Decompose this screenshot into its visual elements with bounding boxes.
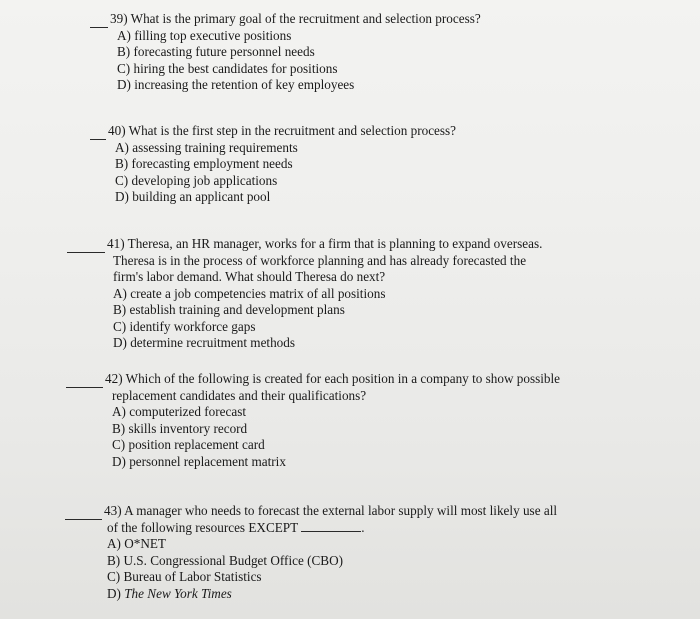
question-39 xyxy=(90,11,481,94)
option-b: B) forecasting future personnel needs xyxy=(117,44,315,59)
question-stem: 43) A manager who needs to forecast the external labor supply will most likely use all xyxy=(104,503,558,518)
option-b: B) U.S. Congressional Budget Office (CBO) xyxy=(107,552,344,568)
answer-blank[interactable] xyxy=(66,375,103,388)
question-43 xyxy=(65,503,557,602)
option-d: D) building an applicant pool xyxy=(115,189,271,204)
option-d: D) increasing the retention of key employees xyxy=(117,77,355,92)
option-b: B) forecasting employment needs xyxy=(115,156,293,171)
option-b: B) skills inventory record xyxy=(112,420,248,436)
option-a: A) create a job competencies matrix of all positions xyxy=(113,285,386,301)
option-a: A) assessing training requirements xyxy=(115,139,298,155)
question-stem-continued: firm's labor demand. What should Theresa do next? xyxy=(113,269,386,284)
option-c: C) position replacement card xyxy=(112,437,265,452)
option-a: A) filling top executive positions xyxy=(117,27,292,43)
question-stem: 40) What is the first step in the recruitment and selection process? xyxy=(108,123,457,138)
option-d xyxy=(107,586,557,603)
question-stem: 41) Theresa, an HR manager, works for a firm that is planning to expand overseas. xyxy=(107,236,543,251)
fill-in-blank xyxy=(301,520,361,532)
option-d: D) personnel replacement matrix xyxy=(112,453,286,469)
question-stem-continued: replacement candidates and their qualifications? xyxy=(112,387,367,403)
option-a: A) computerized forecast xyxy=(112,404,247,419)
option-a: A) O*NET xyxy=(107,536,166,551)
option-letter: D) xyxy=(107,585,121,601)
question-42 xyxy=(66,371,560,470)
question-40 xyxy=(90,123,456,206)
stem-text: of the following resources EXCEPT xyxy=(107,519,298,535)
question-stem: 39) What is the primary goal of the recruitment and selection process? xyxy=(110,11,481,26)
option-c: C) identify workforce gaps xyxy=(113,318,256,334)
answer-blank[interactable] xyxy=(90,127,106,140)
question-stem-continued xyxy=(107,520,557,537)
question-41 xyxy=(67,236,542,352)
option-b: B) establish training and development plans xyxy=(113,302,345,317)
option-d: D) determine recruitment methods xyxy=(113,335,295,350)
option-c: C) Bureau of Labor Statistics xyxy=(107,569,262,584)
option-text: The New York Times xyxy=(124,585,232,601)
answer-blank[interactable] xyxy=(90,15,108,28)
answer-blank[interactable] xyxy=(65,507,102,520)
question-stem: 42) Which of the following is created for each position in a company to show possible xyxy=(105,371,560,386)
option-c: C) hiring the best candidates for positions xyxy=(117,60,338,76)
question-stem-continued: Theresa is in the process of workforce planning and has already forecasted the xyxy=(113,252,527,268)
answer-blank[interactable] xyxy=(67,240,105,253)
option-c: C) developing job applications xyxy=(115,172,278,188)
stem-period: . xyxy=(361,519,365,535)
